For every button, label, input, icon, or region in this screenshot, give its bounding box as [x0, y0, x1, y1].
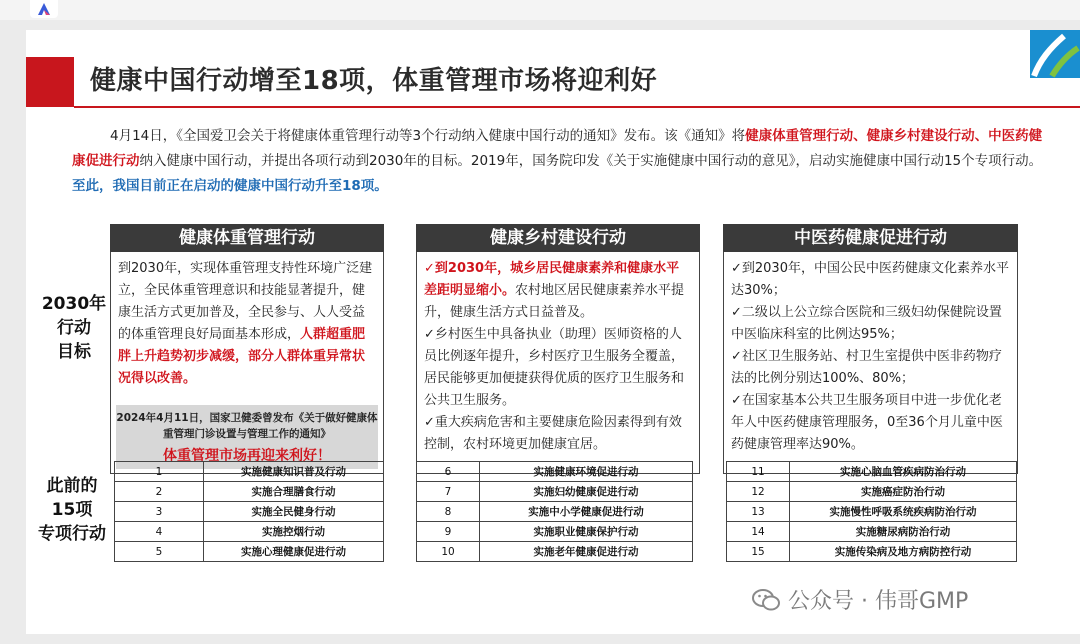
- wechat-account-name: 公众号 · 伟哥GMP: [788, 589, 969, 614]
- table-row: 14 实施糖尿病防治行动: [727, 522, 1017, 542]
- col2-box: [416, 252, 700, 474]
- table-row: 6 实施健康环境促进行动: [417, 462, 693, 482]
- table-row: 1 实施健康知识普及行动: [115, 462, 384, 482]
- col1-text: 到2030年，实现体重管理支持性环境广泛建立，全民体重管理意识和技能显著提升，健康生活方式更加普及，全民参与、人人受益的体重管理良好局面基本形成，人群超重肥胖上升趋势初步减缓，部分人群体重异常状况得以改善。: [118, 261, 373, 386]
- app-top-bar: [0, 0, 1080, 20]
- title-accent-bar: [26, 57, 74, 107]
- actions-list-1: [114, 461, 384, 562]
- goal-side-label: 2030年 行动 目标: [41, 294, 107, 362]
- table-row: 15 实施传染病及地方病防控行动: [727, 542, 1017, 562]
- wechat-account-watermark: [752, 584, 968, 615]
- title-underline: [74, 106, 1080, 108]
- table-row: 11 实施心脑血管疾病防治行动: [727, 462, 1017, 482]
- actions-list-3: [726, 461, 1017, 562]
- col1-note: [116, 405, 378, 469]
- wechat-icon: [752, 588, 780, 612]
- table-row: 8 实施中小学健康促进行动: [417, 502, 693, 522]
- table-row: 13 实施慢性呼吸系统疾病防治行动: [727, 502, 1017, 522]
- col1-note-highlight: 体重管理市场再迎来利好！: [163, 448, 331, 464]
- app-logo-icon[interactable]: [30, 0, 58, 18]
- previous-actions-side-label: 此前的 15项 专项行动: [38, 476, 106, 544]
- table-row: 7 实施妇幼健康促进行动: [417, 482, 693, 502]
- slide-page: [26, 30, 1080, 634]
- table-row: 10 实施老年健康促进行动: [417, 542, 693, 562]
- col1-note-text: 2024年4月11日，国家卫健委曾发布《关于做好健康体重管理门诊设置与管理工作的通知》: [116, 412, 378, 440]
- col1-header: 健康体重管理行动: [110, 224, 384, 252]
- table-row: 4 实施控烟行动: [115, 522, 384, 542]
- table-row: 9 实施职业健康保护行动: [417, 522, 693, 542]
- intro-paragraph: 4月14日，《全国爱卫会关于将健康体重管理行动等3个行动纳入健康中国行动的通知》发布。该《通知》将健康体重管理行动、健康乡村建设行动、中医药健康促进行动纳入健康中国行动，并提出各项行动到2030年的目标。2019年，国务院印发《关于实施健康中国行动的意见》，启动实施健康中国行动15个专项行动。至此，我国目前正在启动的健康中国行动升至18项。: [72, 128, 1043, 194]
- col2-text: ✓到2030年，城乡居民健康素养和健康水平差距明显缩小。农村地区居民健康素养水平提升，健康生活方式日益普及。 ✓乡村医生中具备执业（助理）医师资格的人员比例逐年提升，乡村医疗卫生服务全覆盖，居民能够更加便捷获得优质的医疗卫生服务和公共卫生服务。 ✓重大疾病危害和主要健康危险因素得到有效控制，农村环境更加健康宜居。: [424, 261, 685, 452]
- table-row: 5 实施心理健康促进行动: [115, 542, 384, 562]
- slide-title: 健康中国行动增至18项，体重管理市场将迎利好: [90, 66, 658, 96]
- col3-header: 中医药健康促进行动: [723, 224, 1018, 252]
- col3-text: ✓到2030年，中国公民中医药健康文化素养水平达30%； ✓二级以上公立综合医院和三级妇幼保健院设置中医临床科室的比例达95%； ✓社区卫生服务站、村卫生室提供中医非药物疗法的比例分别达100%、80%； ✓在国家基本公共卫生服务项目中进一步优化老年人中医药健康管理服务，0至36个月儿童中医药健康管理率达90%。: [731, 261, 1009, 452]
- col3-box: [723, 252, 1018, 474]
- col1-box: [110, 252, 384, 474]
- table-row: 2 实施合理膳食行动: [115, 482, 384, 502]
- table-row: 12 实施癌症防治行动: [727, 482, 1017, 502]
- corner-brand-logo-icon: [1030, 30, 1080, 78]
- col2-header: 健康乡村建设行动: [416, 224, 700, 252]
- table-row: 3 实施全民健身行动: [115, 502, 384, 522]
- actions-list-2: [416, 461, 693, 562]
